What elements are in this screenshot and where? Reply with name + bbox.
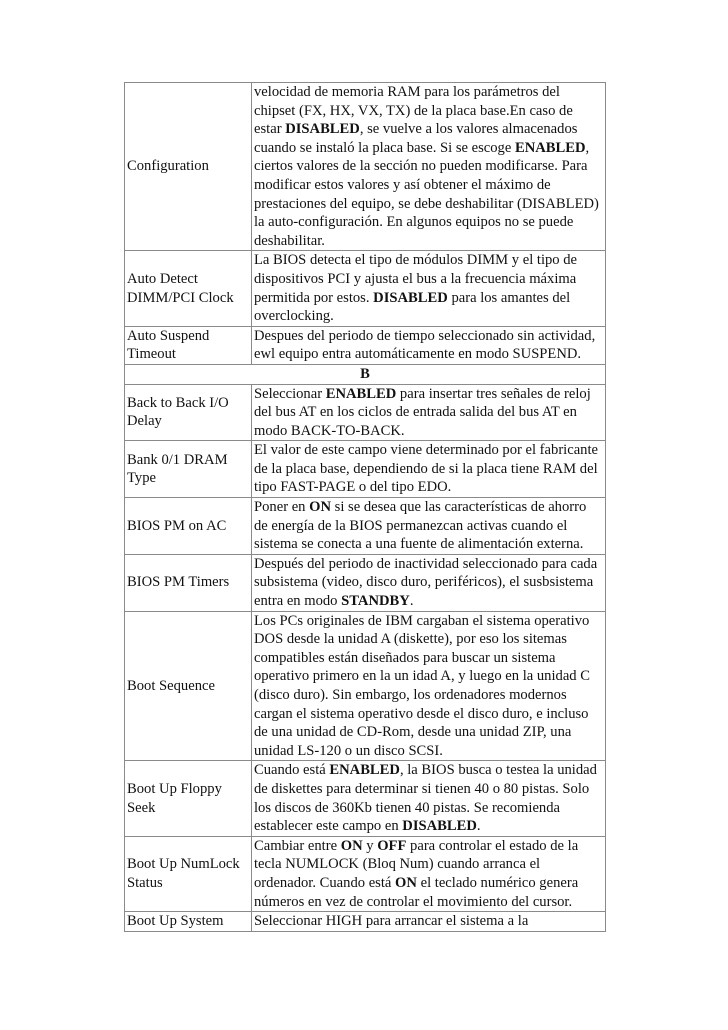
description-keyword: ENABLED — [325, 385, 397, 402]
section-letter: B — [125, 364, 606, 384]
description-text: el teclado numérico genera números en vez de controlar el movimiento del cursor. — [254, 874, 579, 910]
table-row — [125, 326, 606, 364]
description-text: Los PCs originales de IBM cargaban el sistema operativo DOS desde la unidad A (diskette), por eso los sitemas compatibles están diseñados para buscar un sistema operativo primero en la un idad A, y luego en la unidad C (disco duro). Sin embargo, los ordenadores modernos cargan el sistema operativo desde el disco duro, e incluso de una unidad de CD-Rom, desde una unidad ZIP, una unidad LS-120 o un disco SCSI. — [254, 612, 590, 759]
description-text: Seleccionar HIGH para arrancar el sistema a la — [254, 913, 529, 930]
description-keyword: ON — [309, 499, 332, 516]
description-text: El valor de este campo viene determinado por el fabricante de la placa base, dependiendo de si la placa tiene RAM del tipo FAST-PAGE o del tipo EDO. — [254, 442, 599, 496]
description-text: , ciertos valores de la sección no pueden modificarse. Para modificar estos valores y así obtener el máximo de prestaciones del equipo, se debe deshabilitar (DISABLED) la auto-configuración. En algunos equipos no se puede deshabilitar. — [254, 139, 599, 249]
setting-description — [252, 912, 606, 932]
description-keyword: OFF — [377, 837, 407, 854]
setting-description — [252, 251, 606, 326]
description-keyword: ON — [340, 837, 363, 854]
description-text: , se vuelve a los valores almacenados cuando se instaló la placa base. Si se escoge — [254, 121, 578, 156]
description-text: para insertar tres señales de reloj del bus AT en los ciclos de entrada salida del bus AT en modo BACK-TO-BACK. — [254, 385, 591, 439]
setting-name: Boot Up System — [125, 912, 252, 932]
bios-settings-body — [125, 83, 606, 932]
table-row — [125, 83, 606, 251]
section-row — [125, 364, 606, 384]
table-row — [125, 384, 606, 441]
setting-name: Back to Back I/O Delay — [125, 384, 252, 441]
setting-name: Boot Up Floppy Seek — [125, 761, 252, 836]
description-text: . — [409, 593, 414, 610]
description-keyword: DISABLED — [402, 818, 477, 835]
setting-name: Bank 0/1 DRAM Type — [125, 441, 252, 498]
table-row — [125, 761, 606, 836]
description-text: Seleccionar — [254, 385, 326, 402]
description-text: Cambiar entre — [254, 837, 341, 854]
description-keyword: ENABLED — [514, 139, 586, 156]
setting-description — [252, 83, 606, 251]
bios-settings-table — [124, 82, 606, 932]
setting-description — [252, 611, 606, 761]
description-text: Despues del periodo de tiempo seleccionado sin actividad, ewl equipo entra automáticamente en modo SUSPEND. — [254, 327, 596, 363]
setting-name: Boot Sequence — [125, 611, 252, 761]
description-text: La BIOS detecta el tipo de módulos DIMM y el tipo de dispositivos PCI y ajusta el bus a la frecuencia máxima permitida por estos. — [254, 252, 578, 306]
setting-name: Auto Suspend Timeout — [125, 326, 252, 364]
setting-name: Configuration — [125, 83, 252, 251]
description-text: Poner en — [254, 499, 310, 516]
description-keyword: DISABLED — [285, 121, 360, 138]
setting-description — [252, 326, 606, 364]
table-row — [125, 836, 606, 911]
description-text: y — [362, 837, 378, 854]
table-row — [125, 441, 606, 498]
table-row — [125, 498, 606, 555]
description-text: Después del periodo de inactividad seleccionado para cada subsistema (video, disco duro, periféricos), el susbsistema entra en modo — [254, 555, 598, 610]
setting-name: Boot Up NumLock Status — [125, 836, 252, 911]
description-text: si se desea que las características de ahorro de energía de la BIOS permanezcan activas cuando el sistema se conecta a una fuente de alimentación externa. — [254, 499, 587, 553]
setting-description — [252, 554, 606, 611]
setting-description — [252, 498, 606, 555]
table-row — [125, 554, 606, 611]
table-row — [125, 251, 606, 326]
description-keyword: ENABLED — [329, 762, 400, 779]
description-text: velocidad de memoria RAM para los parámetros del chipset (FX, HX, VX, TX) de la placa base.En caso de estar — [254, 84, 573, 138]
setting-description — [252, 836, 606, 911]
description-text: Cuando está — [254, 762, 330, 779]
setting-name: BIOS PM on AC — [125, 498, 252, 555]
setting-description — [252, 441, 606, 498]
setting-name: BIOS PM Timers — [125, 554, 252, 611]
description-text: . — [476, 818, 481, 835]
document-page — [124, 82, 605, 932]
description-keyword: STANDBY — [341, 593, 410, 610]
setting-name: Auto Detect DIMM/PCI Clock — [125, 251, 252, 326]
setting-description — [252, 761, 606, 836]
table-row — [125, 912, 606, 932]
description-text: para los amantes del overclocking. — [254, 289, 571, 325]
description-keyword: ON — [395, 874, 417, 891]
table-row — [125, 611, 606, 761]
description-text: , la BIOS busca o testea la unidad de diskettes para determinar si tienen 40 o 80 pistas. Solo los discos de 360Kb tienen 40 pistas. Se recomienda establecer este campo en — [254, 762, 597, 835]
description-text: para controlar el estado de la tecla NUMLOCK (Bloq Num) cuando arranca el ordenador. Cuando está — [254, 837, 579, 891]
setting-description — [252, 384, 606, 441]
description-keyword: DISABLED — [373, 289, 448, 306]
